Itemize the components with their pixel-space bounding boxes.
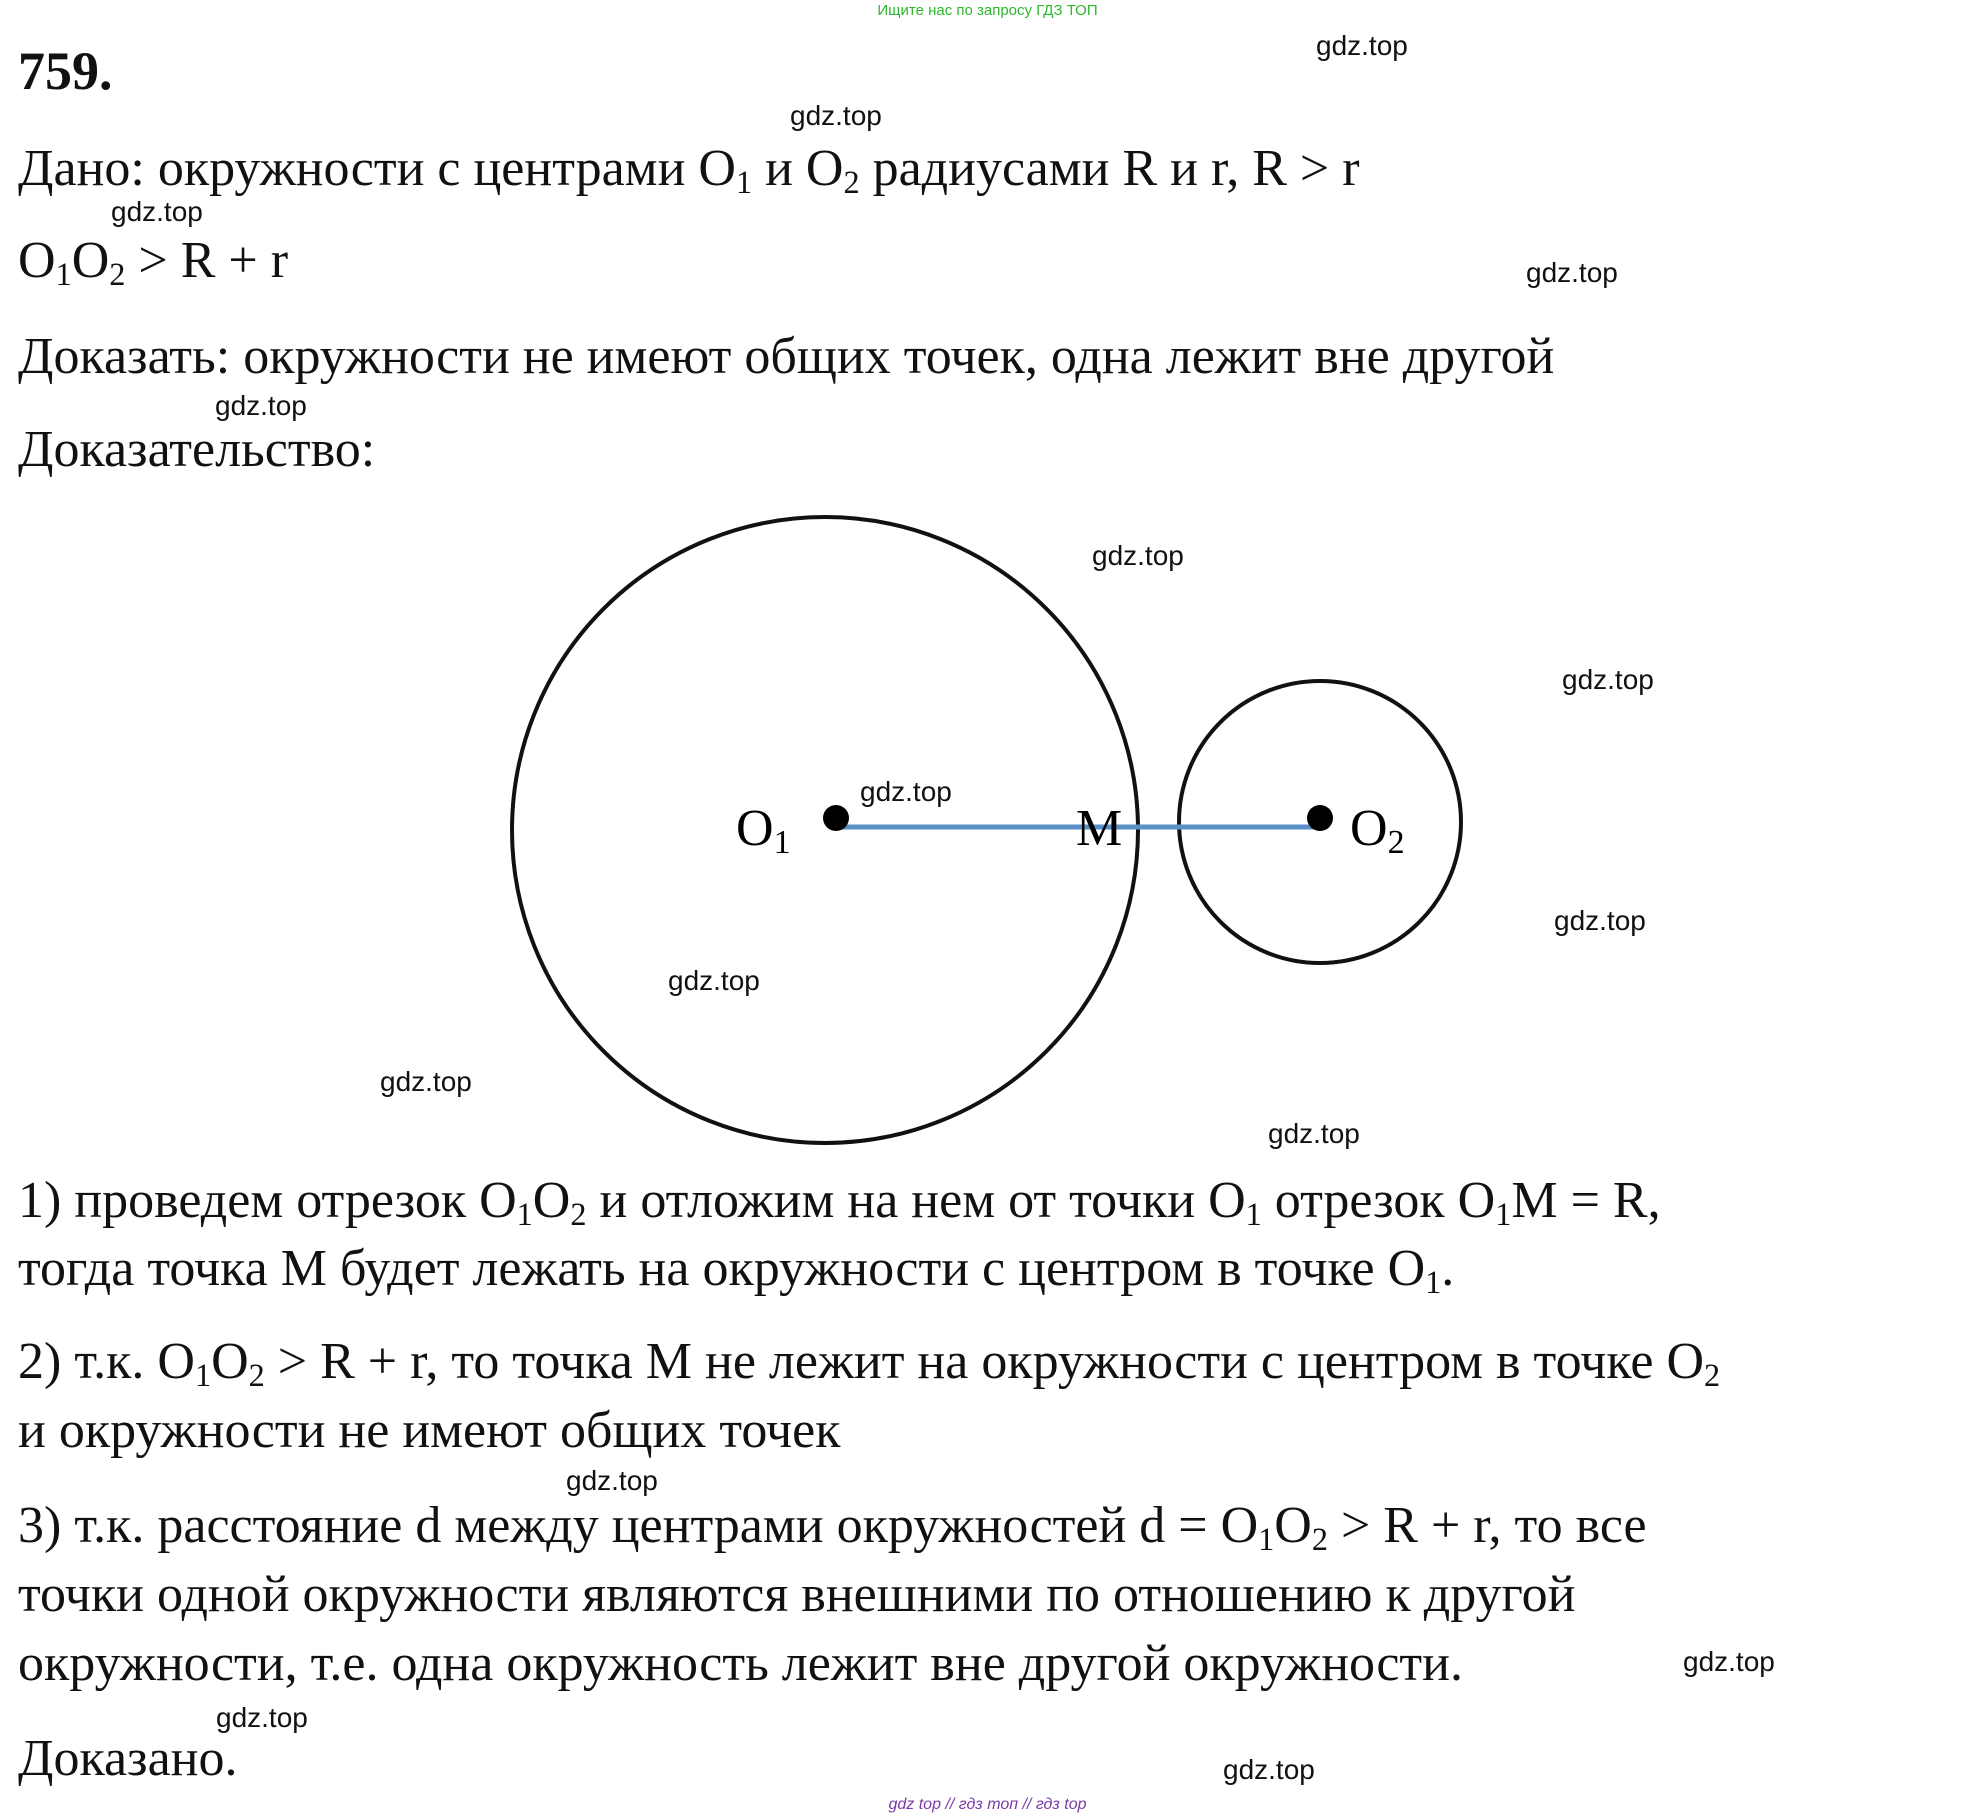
label-o1-sub: 1	[773, 824, 791, 861]
watermark: gdz.top	[566, 1465, 658, 1496]
step-2-line-1	[18, 1333, 1721, 1394]
step-3-line-1	[18, 1497, 1647, 1558]
s1l2-a: тогда точка M будет лежать на окружности с центром в точке O	[18, 1240, 1426, 1297]
given-line-1-sub-1: 1	[735, 164, 753, 201]
watermark: gdz.top	[1268, 1118, 1360, 1149]
s3l1-s2: 2	[1311, 1521, 1328, 1558]
given-line-2-text-c: > R + r	[125, 232, 289, 289]
watermark: gdz.top	[790, 100, 882, 131]
given-line-2-text-b: O	[71, 232, 110, 289]
s3l1-a: 3) т.к. расстояние d между центрами окружностей d = O	[18, 1497, 1259, 1554]
given-line-2-sub-1: 1	[55, 256, 72, 293]
s2l1-b: O	[211, 1333, 249, 1390]
given-line-1-text-c: радиусами R и r, R > r	[859, 140, 1360, 197]
s1l2-b: .	[1441, 1240, 1455, 1297]
watermark: gdz.top	[216, 1702, 308, 1733]
s1l1-c: и отложим на нем от точки O	[586, 1172, 1246, 1229]
label-o2	[1350, 800, 1405, 861]
conclusion: Доказано.	[18, 1730, 238, 1787]
s2l1-s1: 1	[194, 1357, 212, 1394]
s2l1-c: > R + r, то точка M не лежит на окружности с центром в точке O	[264, 1333, 1705, 1390]
step-3-line-2: точки одной окружности являются внешними по отношению к другой	[18, 1566, 1576, 1623]
watermark: gdz.top	[1554, 905, 1646, 936]
watermark: gdz.top	[215, 390, 307, 421]
s2l1-s2: 2	[248, 1357, 265, 1394]
watermark: gdz.top	[860, 776, 952, 807]
s1l2-s1: 1	[1425, 1264, 1442, 1301]
step-1-line-2	[18, 1240, 1455, 1301]
s3l1-s1: 1	[1258, 1521, 1275, 1558]
watermark: gdz.top	[380, 1066, 472, 1097]
top-banner: Ищите нас по запросу ГДЗ ТОП	[877, 2, 1098, 19]
s1l1-s2: 2	[570, 1196, 587, 1233]
watermark: gdz.top	[668, 965, 760, 996]
point-o2	[1307, 805, 1333, 831]
step-1-line-1	[18, 1172, 1661, 1233]
watermark: gdz.top	[1683, 1646, 1775, 1677]
label-o1	[736, 800, 791, 861]
bottom-banner: gdz top // гдз топ // гдз top	[888, 1796, 1087, 1813]
s1l1-b: O	[532, 1172, 571, 1229]
proof-heading: Доказательство:	[18, 421, 376, 478]
given-line-1-sub-2: 2	[843, 164, 860, 201]
given-line-1-text-b: и O	[752, 140, 844, 197]
s1l1-s1: 1	[516, 1196, 533, 1233]
s1l1-a: 1) проведем отрезок O	[18, 1172, 517, 1229]
watermark: gdz.top	[111, 196, 203, 227]
s3l1-b: O	[1274, 1497, 1312, 1554]
s1l1-d: отрезок O	[1261, 1172, 1496, 1229]
s3l1-c: > R + r, то все	[1327, 1497, 1647, 1554]
label-o2-sub: 2	[1387, 824, 1405, 861]
label-o1-letter: O	[736, 800, 774, 857]
circle-o1	[512, 517, 1138, 1143]
given-line-1-text-a: Дано: окружности с центрами O	[18, 140, 736, 197]
watermark: gdz.top	[1562, 664, 1654, 695]
watermark: gdz.top	[1526, 257, 1618, 288]
watermark: gdz.top	[1316, 30, 1408, 61]
step-2-line-2: и окружности не имеют общих точек	[18, 1402, 841, 1459]
prove-statement: Доказать: окружности не имеют общих точек, одна лежит вне другой	[18, 328, 1555, 385]
s2l1-s3: 2	[1704, 1357, 1721, 1394]
given-line-2-sub-2: 2	[109, 256, 126, 293]
watermark: gdz.top	[1223, 1754, 1315, 1785]
label-o2-letter: O	[1350, 800, 1388, 857]
s1l1-e: M = R,	[1511, 1172, 1661, 1229]
s2l1-a: 2) т.к. O	[18, 1333, 195, 1390]
watermark: gdz.top	[1092, 540, 1184, 571]
step-3-line-3: окружности, т.е. одна окружность лежит вне другой окружности.	[18, 1635, 1463, 1692]
s1l1-s3: 1	[1245, 1196, 1262, 1233]
given-line-2-text-a: O	[18, 232, 56, 289]
point-o1	[823, 805, 849, 831]
label-m: M	[1076, 800, 1123, 857]
problem-number: 759.	[18, 41, 113, 101]
s1l1-s4: 1	[1495, 1196, 1512, 1233]
